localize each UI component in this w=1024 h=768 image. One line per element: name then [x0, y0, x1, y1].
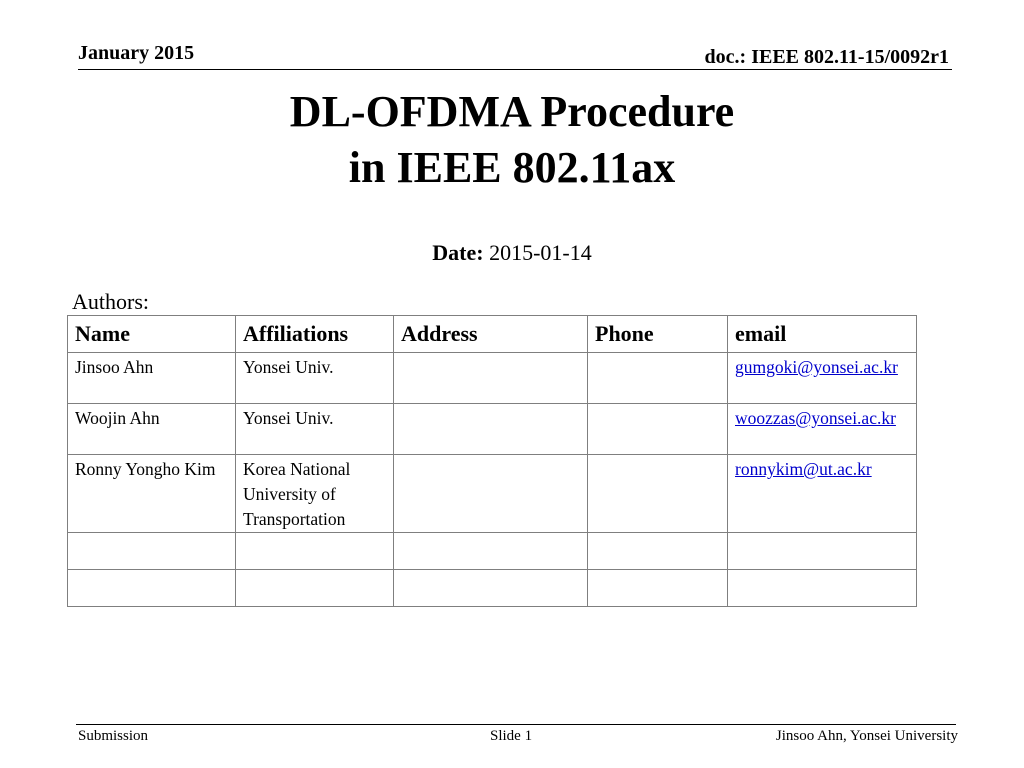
footer-author: Jinsoo Ahn, Yonsei University: [775, 728, 958, 744]
authors-label: Authors:: [72, 289, 149, 314]
table-row: [68, 404, 917, 455]
table-row-empty: [68, 533, 917, 570]
table-row: [68, 455, 917, 533]
header-divider: [78, 69, 952, 70]
date-value: 2015-01-14: [489, 240, 592, 265]
column-header-email: email: [728, 316, 917, 353]
header-doc-id: doc.: IEEE 802.11-15/0092r1: [704, 46, 949, 68]
author-email-cell: [728, 455, 917, 533]
author-affiliation-cell: Yonsei Univ.: [236, 404, 394, 455]
header-date: January 2015: [78, 42, 195, 64]
column-header-name: Name: [68, 316, 236, 353]
slide-title: [0, 84, 1024, 196]
author-email-link[interactable]: ronnykim@ut.ac.kr: [735, 459, 872, 479]
table-header-row: [68, 316, 917, 353]
empty-cell: [68, 533, 236, 570]
author-address-cell: [394, 353, 588, 404]
author-address-cell: [394, 455, 588, 533]
author-name-cell: Woojin Ahn: [68, 404, 236, 455]
table-row-empty: [68, 570, 917, 607]
authors-table: [67, 315, 917, 607]
empty-cell: [728, 570, 917, 607]
footer-slide-number: Slide 1: [490, 728, 533, 744]
footer-divider: [76, 724, 956, 725]
column-header-affiliations: Affiliations: [236, 316, 394, 353]
empty-cell: [394, 533, 588, 570]
empty-cell: [236, 570, 394, 607]
empty-cell: [728, 533, 917, 570]
empty-cell: [68, 570, 236, 607]
empty-cell: [588, 570, 728, 607]
author-affiliation-cell: Korea National University of Transportation: [236, 455, 394, 533]
date-label: Date:: [432, 240, 484, 265]
slide-title-line-2: in IEEE 802.11ax: [348, 143, 676, 192]
author-phone-cell: [588, 455, 728, 533]
column-header-address: Address: [394, 316, 588, 353]
column-header-phone: Phone: [588, 316, 728, 353]
author-affiliation-cell: Yonsei Univ.: [236, 353, 394, 404]
author-email-link[interactable]: woozzas@yonsei.ac.kr: [735, 408, 896, 428]
table-row: [68, 353, 917, 404]
author-email-link[interactable]: gumgoki@yonsei.ac.kr: [735, 357, 898, 377]
author-phone-cell: [588, 353, 728, 404]
empty-cell: [588, 533, 728, 570]
date-row: [0, 240, 1024, 266]
footer-submission: Submission: [78, 728, 149, 744]
empty-cell: [394, 570, 588, 607]
author-name-cell: Ronny Yongho Kim: [68, 455, 236, 533]
empty-cell: [236, 533, 394, 570]
author-address-cell: [394, 404, 588, 455]
author-email-cell: [728, 404, 917, 455]
slide-title-line-1: DL-OFDMA Procedure: [289, 87, 735, 136]
author-phone-cell: [588, 404, 728, 455]
author-email-cell: [728, 353, 917, 404]
author-name-cell: Jinsoo Ahn: [68, 353, 236, 404]
